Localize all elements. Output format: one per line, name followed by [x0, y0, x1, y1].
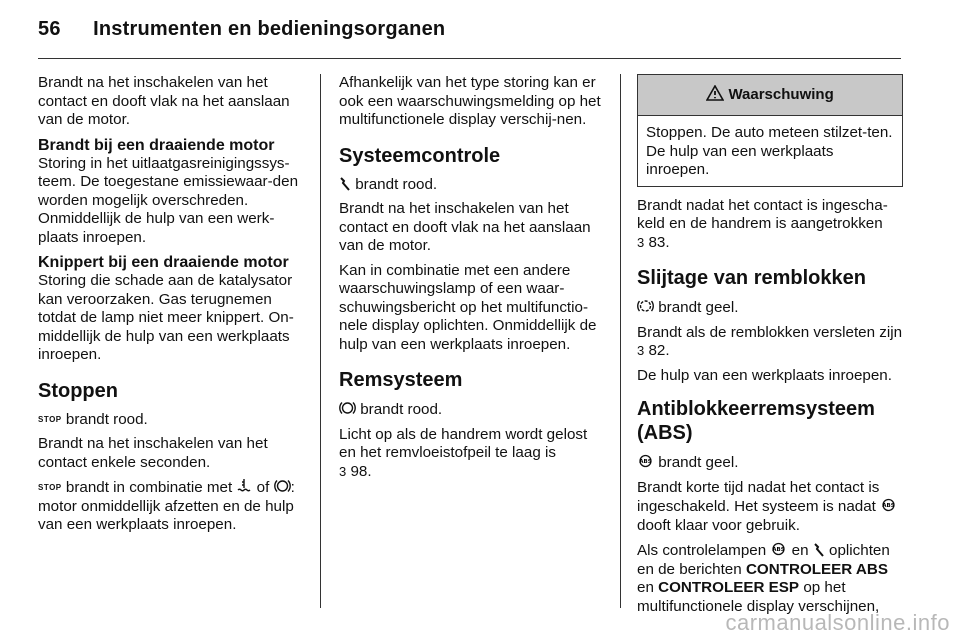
- paragraph: [637, 453, 903, 473]
- paragraph: Brandt na het inschakelen van het contact en dooft vlak na het aanslaan van de motor.: [339, 200, 591, 254]
- text: Licht op als de handrem wordt gelost en het remvloeistofpeil te laag is: [339, 425, 588, 461]
- column-divider: [320, 74, 321, 608]
- paragraph: [637, 541, 903, 616]
- text: Als controlelampen: [637, 542, 767, 559]
- text: : motor onmiddellijk afzetten en de hulp van een werkplaats inroepen.: [38, 479, 295, 533]
- paragraph: [637, 479, 903, 536]
- abs-icon: [770, 541, 787, 557]
- page-reference[interactable]: 82.: [648, 342, 670, 359]
- coolant-temperature-icon: [236, 478, 252, 494]
- stop-icon: STOP: [38, 483, 62, 492]
- warning-box: [637, 74, 903, 187]
- text: brandt rood.: [360, 401, 443, 418]
- text: brandt rood.: [355, 175, 438, 193]
- text: dooft klaar voor gebruik.: [637, 516, 800, 534]
- warning-body: Stoppen. De auto meteen stilzet-ten. De hulp van een werkplaats inroepen.: [646, 124, 893, 178]
- brake-warning-icon: [339, 400, 356, 416]
- text: en: [637, 579, 654, 596]
- svg-text:ABS: ABS: [882, 503, 895, 510]
- text: of: [256, 479, 270, 496]
- message-name: CONTROLEER ABS: [745, 560, 888, 578]
- reference-arrow-icon: 3: [339, 463, 347, 479]
- section-heading: Systeemcontrole: [339, 144, 501, 167]
- paragraph: Storing in het uitlaatgasreinigingssys-teem. De toegestane emissiewaar-den worden mogelijk overschreden. Onmiddellijk de hulp van een werk-plaats inroepen.: [38, 154, 299, 246]
- section-heading: Antiblokkeerremsysteem (ABS): [637, 398, 875, 444]
- paragraph: De hulp van een werkplaats inroepen.: [637, 366, 892, 384]
- paragraph: Storing die schade aan de katalysator kan veroorzaken. Gas terugnemen totdat de lamp niet meer knippert. On-middellijk de hulp van een werkplaats inroepen.: [38, 272, 294, 363]
- page-reference[interactable]: 83.: [648, 233, 670, 251]
- text: brandt in combinatie met: [65, 479, 233, 496]
- subheading: Brandt bij een draaiende motor: [38, 136, 275, 154]
- text: Brandt als de remblokken versleten zijn: [637, 323, 903, 341]
- watermark: carmanualsonline.info: [725, 610, 950, 635]
- text: brandt geel.: [658, 299, 739, 316]
- message-name: CONTROLEER ESP: [658, 579, 800, 596]
- reference-arrow-icon: 3: [637, 343, 645, 358]
- header-divider: [38, 58, 901, 59]
- column-3: [637, 74, 903, 622]
- text: Brandt korte tijd nadat het contact is ingeschakeld. Het systeem is nadat: [637, 478, 880, 515]
- paragraph: [38, 478, 304, 535]
- abs-icon: [880, 497, 897, 513]
- wrench-icon: [813, 543, 825, 557]
- paragraph: Kan in combinatie met een andere waarschuwingslamp of een waar-schuwingsbericht op het multifunctio-nele display oplichten. Onmiddellijk de hulp van een werkplaats inroepen.: [339, 261, 597, 353]
- page-title: Instrumenten en bedieningsorganen: [93, 18, 446, 40]
- paragraph: [637, 324, 903, 361]
- svg-text:ABS: ABS: [639, 459, 652, 466]
- warning-title: Waarschuwing: [728, 86, 834, 103]
- wrench-icon: [339, 177, 351, 191]
- paragraph: [637, 298, 903, 318]
- page-header: [38, 18, 900, 52]
- text: Brandt nadat het contact is ingescha-keld en de handrem is aangetrokken: [637, 196, 888, 232]
- reference-arrow-icon: 3: [637, 234, 645, 250]
- warning-header: [638, 75, 902, 116]
- paragraph: [637, 197, 903, 253]
- warning-triangle-icon: [706, 85, 724, 101]
- column-1: [38, 74, 304, 541]
- abs-icon: [637, 453, 654, 469]
- text: oplichten en de berichten: [637, 542, 890, 578]
- brake-pad-wear-icon: [637, 298, 654, 314]
- paragraph: [339, 400, 605, 420]
- section-heading: Remsysteem: [339, 369, 463, 391]
- brake-warning-icon: [274, 478, 291, 494]
- section-heading: Slijtage van remblokken: [637, 267, 866, 289]
- svg-text:ABS: ABS: [772, 547, 786, 554]
- paragraph: Brandt na het inschakelen van het contact enkele seconden.: [38, 435, 268, 471]
- subheading: Knippert bij een draaiende motor: [38, 254, 289, 271]
- paragraph: [38, 411, 304, 430]
- paragraph: [339, 176, 605, 195]
- column-divider: [620, 74, 621, 608]
- paragraph: [339, 426, 605, 482]
- paragraph: Brandt na het inschakelen van het contact en dooft vlak na het aanslaan van de motor.: [38, 74, 290, 128]
- text: brandt rood.: [65, 410, 148, 428]
- page-number: 56: [38, 18, 61, 40]
- stop-icon: STOP: [38, 414, 62, 424]
- paragraph: Afhankelijk van het type storing kan er ook een waarschuwingsmelding op het multifunctionele display verschij-nen.: [339, 74, 601, 128]
- text: en: [791, 542, 809, 559]
- column-2: [339, 74, 605, 487]
- page-reference[interactable]: 98.: [350, 462, 372, 480]
- text: op het multifunctionele display verschijnen,: [637, 579, 880, 615]
- text: brandt geel.: [658, 454, 739, 471]
- section-heading: Stoppen: [38, 379, 118, 402]
